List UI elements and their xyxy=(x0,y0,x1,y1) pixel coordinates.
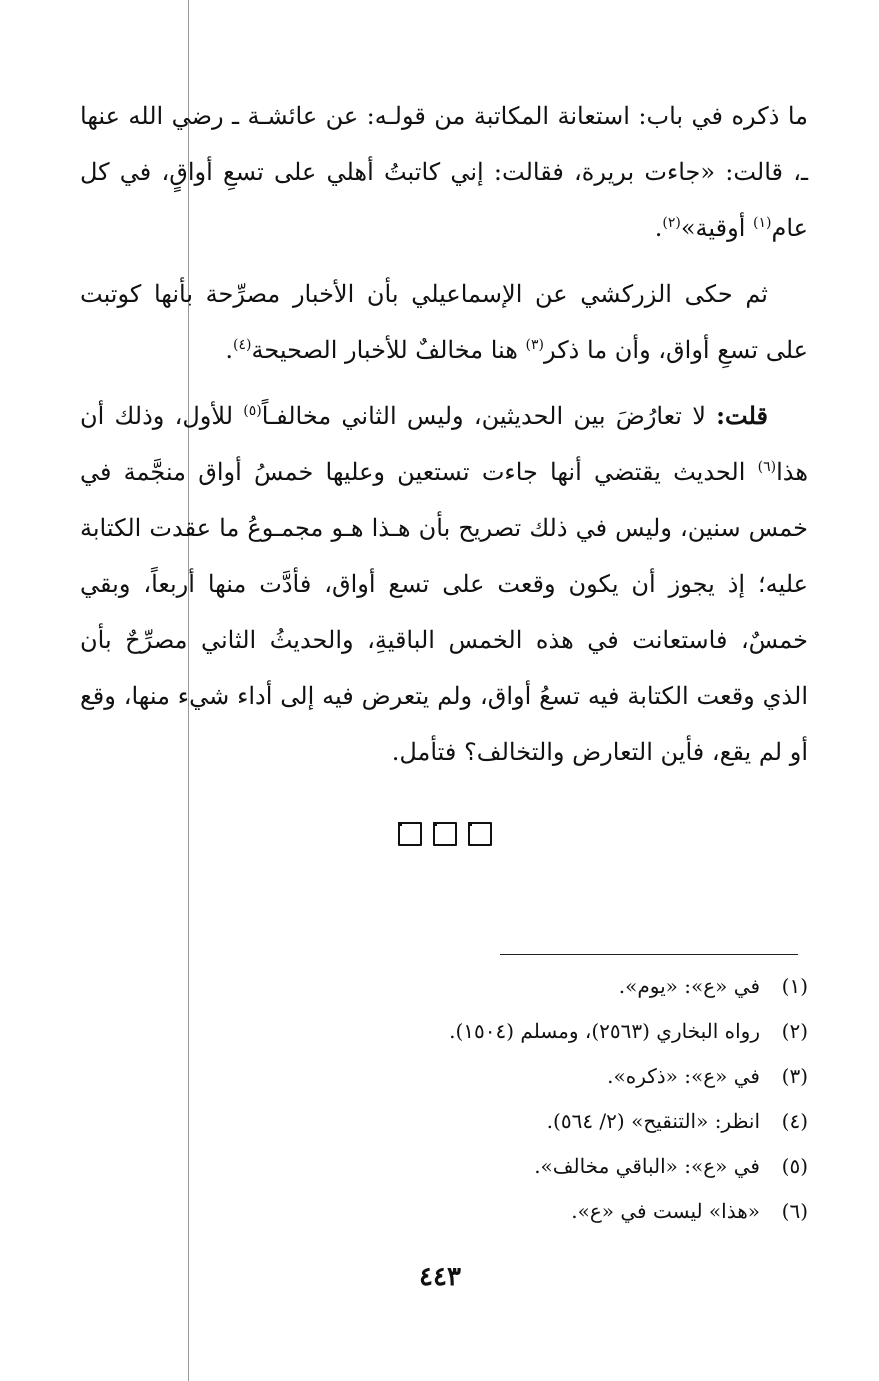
footnote-ref-3: (٣) xyxy=(525,337,545,353)
paragraph-3-tail: الحديث يقتضي أنها جاءت تستعين وعليها خمسُ أواق منجَّمة في خمس سنين، وليس في ذلك تصريح بأن هـذا هـو مجمـوعُ ما عقدت الكتابة عليه؛ إذ يجوز أن يكون وقعت على تسع أواق، فأدَّت منها أربعاً، وبقي خمسٌ، فاستعانت في هذه الخمس الباقيةِ، والحديثُ الثاني مصرِّحٌ بأن الذي وقعت الكتابة فيه تسعُ أواق، ولم يتعرض فيه إلى أداء شيء منها، وقع أو لم يقع، فأين التعارض والتخالف؟ فتأمل. xyxy=(80,458,808,766)
footnote-number: (٤) xyxy=(781,1109,808,1133)
footnote-number: (١) xyxy=(781,974,808,998)
paragraph-2 xyxy=(80,266,808,378)
footnotes xyxy=(300,964,808,1234)
footnote-ref-4: (٤) xyxy=(233,337,252,353)
paragraph-1 xyxy=(80,88,808,256)
footnote-number: (٣) xyxy=(781,1064,808,1088)
footnote-item xyxy=(300,1189,808,1234)
paragraph-1-tail: . xyxy=(654,214,663,242)
footnote-text: انظر: «التنقيح» (٢/ ٥٦٤). xyxy=(546,1109,760,1133)
footnote-number: (٥) xyxy=(781,1154,808,1178)
footnote-text: في «ع»: «يوم». xyxy=(618,974,760,998)
footnote-ref-6: (٦) xyxy=(757,459,777,475)
footnote-text: رواه البخاري (٢٥٦٣)، ومسلم (١٥٠٤). xyxy=(449,1019,760,1043)
footnote-ref-2: (٢) xyxy=(662,215,681,231)
paragraph-3 xyxy=(80,388,808,780)
paragraph-3-text: لا تعارُضَ بين الحديثين، وليس الثاني مخالفـاً xyxy=(261,402,717,430)
footnote-text: في «ع»: «ذكره». xyxy=(607,1064,760,1088)
footnote-item xyxy=(300,1054,808,1099)
paragraph-2-text: ثم حكى الزركشي عن الإسماعيلي بأن الأخبار مصرِّحة بأنها كوتبت على تسعِ أواق، وأن ما ذكر xyxy=(80,280,808,364)
paragraph-3-mid: للأول، وذلك أن هذا xyxy=(80,402,808,486)
footnote-item xyxy=(300,964,808,1009)
footnote-item xyxy=(300,1144,808,1189)
footnote-number: (٢) xyxy=(781,1019,808,1043)
square-ornament-icon xyxy=(433,822,457,846)
footnote-text: في «ع»: «الباقي مخالف». xyxy=(534,1154,760,1178)
paragraph-1-mid: أوقية» xyxy=(680,214,754,242)
footnote-ref-5: (٥) xyxy=(243,403,262,419)
paragraph-1-text: ما ذكره في باب: استعانة المكاتبة من قولـه: عن عائشـة ـ رضي الله عنها ـ، قالت: «جاءت بريرة، فقالت: إني كاتبتُ أهلي على تسعِ أواقٍ، في كل عام xyxy=(80,102,809,242)
square-ornament-icon xyxy=(398,822,422,846)
footnote-separator xyxy=(500,954,798,955)
footnote-item xyxy=(300,1009,808,1054)
footnote-item xyxy=(300,1099,808,1144)
footnote-number: (٦) xyxy=(781,1199,808,1223)
main-text xyxy=(80,88,808,790)
paragraph-3-lead: قلت: xyxy=(716,401,768,430)
section-divider-ornament xyxy=(398,822,492,848)
square-ornament-icon xyxy=(468,822,492,846)
paragraph-2-tail: . xyxy=(225,336,234,364)
footnote-ref-1: (١) xyxy=(753,215,772,231)
page-number: ٤٤٣ xyxy=(419,1262,461,1292)
paragraph-2-mid: هنا مخالفٌ للأخبار الصحيحة xyxy=(251,336,526,364)
footnote-text: «هذا» ليست في «ع». xyxy=(571,1199,760,1223)
